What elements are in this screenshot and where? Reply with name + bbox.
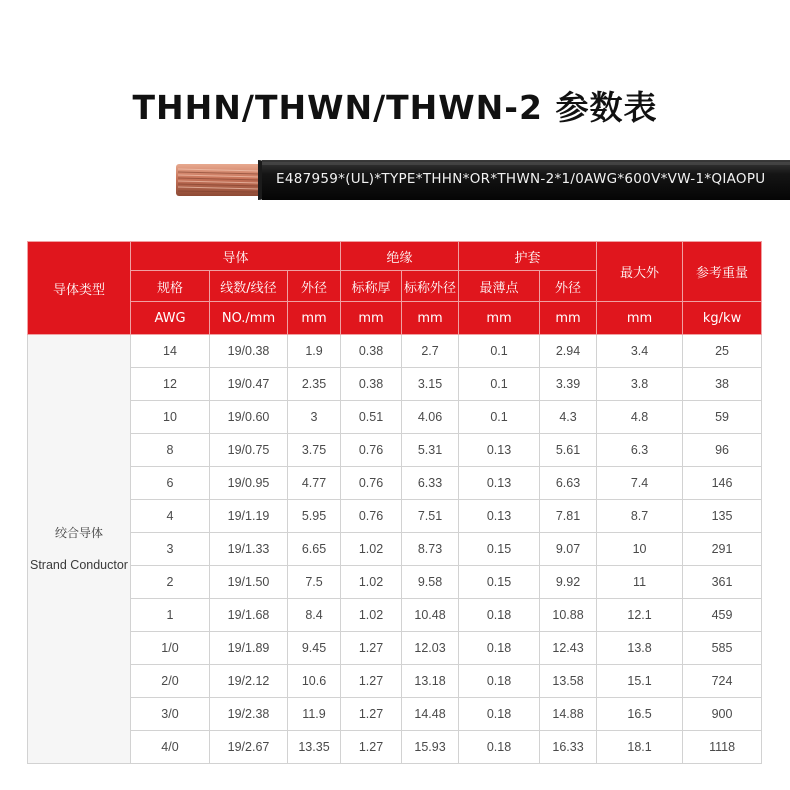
table-row — [28, 500, 762, 533]
table-cell: 19/0.75 — [210, 434, 288, 467]
table-cell: 19/2.67 — [210, 731, 288, 764]
table-row — [28, 533, 762, 566]
table-cell: 8.4 — [288, 599, 341, 632]
table-cell: 5.61 — [540, 434, 597, 467]
table-cell: 19/1.33 — [210, 533, 288, 566]
table-cell: 0.18 — [459, 632, 540, 665]
table-cell: 2.35 — [288, 368, 341, 401]
header-strands: 线数/线径 — [210, 271, 288, 302]
table-cell: 0.13 — [459, 434, 540, 467]
unit-cell: mm — [288, 302, 341, 335]
header-conductor: 导体 — [131, 242, 341, 271]
table-cell: 25 — [683, 335, 762, 368]
table-cell: 16.5 — [597, 698, 683, 731]
table-row — [28, 467, 762, 500]
table-cell: 8.73 — [402, 533, 459, 566]
table-cell: 3.4 — [597, 335, 683, 368]
unit-cell: mm — [597, 302, 683, 335]
table-cell: 1/0 — [131, 632, 210, 665]
table-body — [28, 335, 762, 764]
table-cell: 135 — [683, 500, 762, 533]
unit-cell: mm — [459, 302, 540, 335]
table-row — [28, 632, 762, 665]
table-row — [28, 599, 762, 632]
table-cell: 7.5 — [288, 566, 341, 599]
table-cell: 15.93 — [402, 731, 459, 764]
table-cell: 3.15 — [402, 368, 459, 401]
table-cell: 12.43 — [540, 632, 597, 665]
table-cell: 0.76 — [341, 434, 402, 467]
table-cell: 10.48 — [402, 599, 459, 632]
unit-cell: NO./mm — [210, 302, 288, 335]
header-od: 外径 — [288, 271, 341, 302]
unit-cell: AWG — [131, 302, 210, 335]
table-cell: 4 — [131, 500, 210, 533]
table-cell: 9.58 — [402, 566, 459, 599]
table-cell: 0.38 — [341, 368, 402, 401]
table-cell: 2 — [131, 566, 210, 599]
table-cell: 0.18 — [459, 665, 540, 698]
header-max-od: 最大外 — [597, 242, 683, 302]
table-cell: 59 — [683, 401, 762, 434]
table-cell: 19/2.38 — [210, 698, 288, 731]
table-cell: 38 — [683, 368, 762, 401]
table-cell: 19/1.89 — [210, 632, 288, 665]
header-sheath-od: 外径 — [540, 271, 597, 302]
table-cell: 19/2.12 — [210, 665, 288, 698]
table-cell: 4.3 — [540, 401, 597, 434]
table-cell: 7.4 — [597, 467, 683, 500]
table-cell: 10 — [597, 533, 683, 566]
table-cell: 1.27 — [341, 698, 402, 731]
table-cell: 3 — [131, 533, 210, 566]
table-cell: 0.1 — [459, 401, 540, 434]
table-cell: 5.95 — [288, 500, 341, 533]
table-cell: 13.58 — [540, 665, 597, 698]
header-nominal-thickness: 标称厚 — [341, 271, 402, 302]
table-cell: 146 — [683, 467, 762, 500]
table-cell: 0.15 — [459, 566, 540, 599]
table-cell: 0.13 — [459, 500, 540, 533]
table-cell: 1118 — [683, 731, 762, 764]
conductor-type-cell — [28, 335, 131, 764]
spec-table — [27, 241, 762, 764]
header-insulation: 绝缘 — [341, 242, 459, 271]
table-row — [28, 401, 762, 434]
cable-image — [174, 158, 790, 202]
table-cell: 11 — [597, 566, 683, 599]
table-cell: 1.9 — [288, 335, 341, 368]
unit-cell: mm — [341, 302, 402, 335]
header-thinnest-point: 最薄点 — [459, 271, 540, 302]
conductor-type-en: Strand Conductor — [30, 558, 128, 572]
table-cell: 13.18 — [402, 665, 459, 698]
table-cell: 7.51 — [402, 500, 459, 533]
table-cell: 1.27 — [341, 665, 402, 698]
table-cell: 6.63 — [540, 467, 597, 500]
table-cell: 11.9 — [288, 698, 341, 731]
table-cell: 18.1 — [597, 731, 683, 764]
header-ref-weight: 参考重量 — [683, 242, 762, 302]
table-cell: 10.88 — [540, 599, 597, 632]
table-cell: 6.33 — [402, 467, 459, 500]
table-cell: 0.76 — [341, 467, 402, 500]
table-cell: 7.81 — [540, 500, 597, 533]
table-cell: 8 — [131, 434, 210, 467]
table-cell: 361 — [683, 566, 762, 599]
table-cell: 19/0.95 — [210, 467, 288, 500]
table-cell: 19/0.60 — [210, 401, 288, 434]
table-cell: 19/1.68 — [210, 599, 288, 632]
table-row — [28, 434, 762, 467]
table-cell: 4.8 — [597, 401, 683, 434]
table-cell: 14 — [131, 335, 210, 368]
page-title: THHN/THWN/THWN-2 参数表 — [132, 88, 658, 127]
table-cell: 1.02 — [341, 533, 402, 566]
table-row — [28, 731, 762, 764]
table-row — [28, 335, 762, 368]
table-cell: 3.75 — [288, 434, 341, 467]
header-spec: 规格 — [131, 271, 210, 302]
table-cell: 0.13 — [459, 467, 540, 500]
table-cell: 0.18 — [459, 731, 540, 764]
table-cell: 1 — [131, 599, 210, 632]
table-cell: 3.39 — [540, 368, 597, 401]
table-cell: 19/0.47 — [210, 368, 288, 401]
table-cell: 0.1 — [459, 368, 540, 401]
table-cell: 5.31 — [402, 434, 459, 467]
table-cell: 0.1 — [459, 335, 540, 368]
table-cell: 0.76 — [341, 500, 402, 533]
table-cell: 1.27 — [341, 632, 402, 665]
table-cell: 12.03 — [402, 632, 459, 665]
table-cell: 6.65 — [288, 533, 341, 566]
table-cell: 96 — [683, 434, 762, 467]
conductor-type-zh: 绞合导体 — [54, 526, 103, 540]
table-cell: 8.7 — [597, 500, 683, 533]
table-cell: 2.7 — [402, 335, 459, 368]
table-cell: 13.35 — [288, 731, 341, 764]
table-cell: 9.07 — [540, 533, 597, 566]
table-cell: 4.06 — [402, 401, 459, 434]
unit-cell: mm — [402, 302, 459, 335]
table-cell: 10.6 — [288, 665, 341, 698]
table-cell: 12.1 — [597, 599, 683, 632]
table-cell: 585 — [683, 632, 762, 665]
table-cell: 1.27 — [341, 731, 402, 764]
cable-print-text: E487959*(UL)*TYPE*THHN*OR*THWN-2*1/0AWG*600V*VW-1*QIAOPU — [276, 171, 766, 187]
table-cell: 3.8 — [597, 368, 683, 401]
table-cell: 12 — [131, 368, 210, 401]
table-cell: 0.51 — [341, 401, 402, 434]
table-row — [28, 665, 762, 698]
table-header — [28, 242, 762, 335]
table-cell: 19/0.38 — [210, 335, 288, 368]
table-cell: 0.15 — [459, 533, 540, 566]
table-cell: 1.02 — [341, 599, 402, 632]
table-cell: 2/0 — [131, 665, 210, 698]
table-row — [28, 566, 762, 599]
table-cell: 3/0 — [131, 698, 210, 731]
table-cell: 15.1 — [597, 665, 683, 698]
table-cell: 16.33 — [540, 731, 597, 764]
header-conductor-type: 导体类型 — [28, 242, 131, 335]
table-cell: 4/0 — [131, 731, 210, 764]
table-cell: 0.18 — [459, 599, 540, 632]
table-cell: 9.92 — [540, 566, 597, 599]
table-cell: 2.94 — [540, 335, 597, 368]
table-cell: 10 — [131, 401, 210, 434]
table-cell: 9.45 — [288, 632, 341, 665]
table-cell: 459 — [683, 599, 762, 632]
table-cell: 1.02 — [341, 566, 402, 599]
unit-cell: mm — [540, 302, 597, 335]
table-cell: 900 — [683, 698, 762, 731]
table-cell: 6.3 — [597, 434, 683, 467]
table-cell: 4.77 — [288, 467, 341, 500]
table-cell: 13.8 — [597, 632, 683, 665]
table-cell: 3 — [288, 401, 341, 434]
table-row — [28, 368, 762, 401]
table-row — [28, 698, 762, 731]
table-cell: 6 — [131, 467, 210, 500]
table-cell: 724 — [683, 665, 762, 698]
header-nominal-od: 标称外径 — [402, 271, 459, 302]
table-cell: 14.88 — [540, 698, 597, 731]
unit-cell: kg/kw — [683, 302, 762, 335]
table-cell: 0.18 — [459, 698, 540, 731]
table-cell: 19/1.50 — [210, 566, 288, 599]
table-cell: 291 — [683, 533, 762, 566]
table-cell: 0.38 — [341, 335, 402, 368]
header-sheath: 护套 — [459, 242, 597, 271]
table-cell: 14.48 — [402, 698, 459, 731]
table-cell: 19/1.19 — [210, 500, 288, 533]
